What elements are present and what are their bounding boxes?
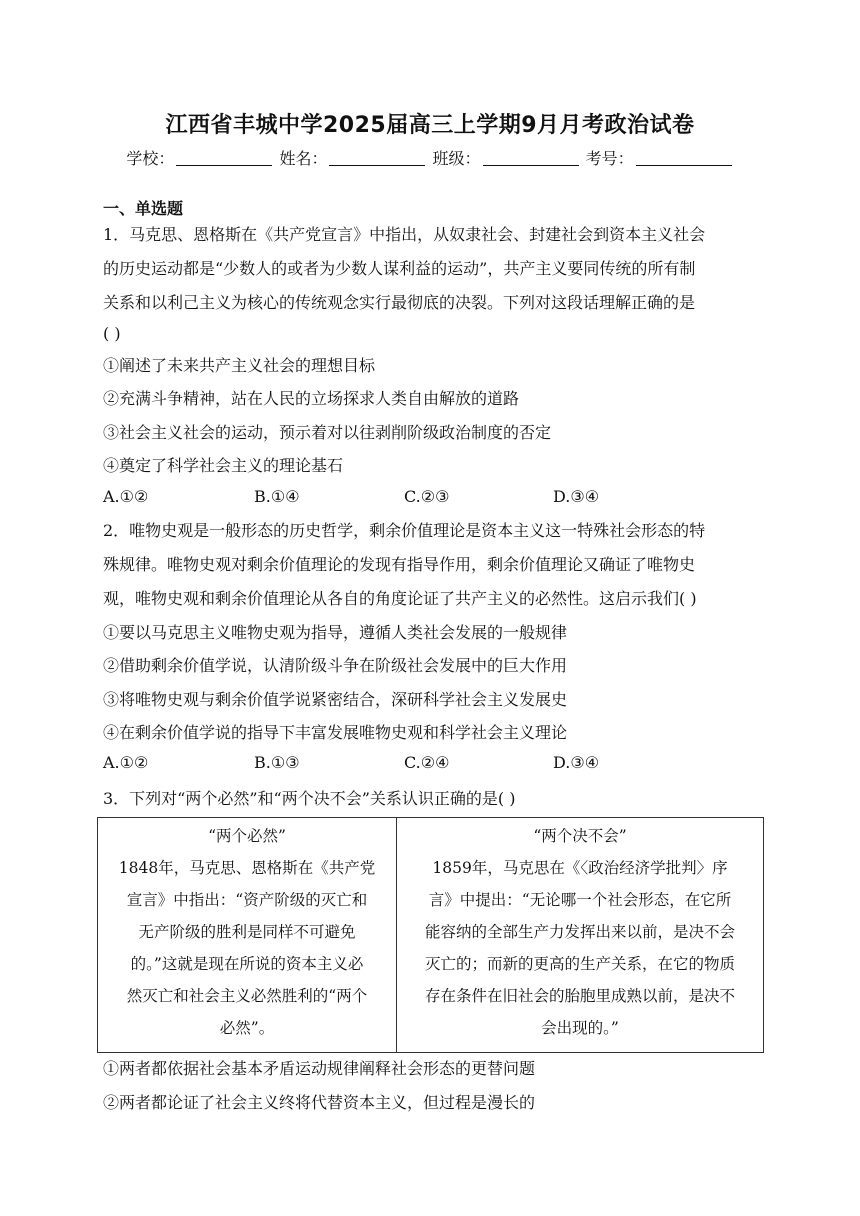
exam-title: 江西省丰城中学2025届高三上学期9月月考政治试卷 [165,113,695,138]
table-right-cell [397,818,763,1052]
q1-option-a[interactable]: A.①② [103,487,149,506]
q2-option-c[interactable]: C.②④ [404,753,450,772]
table-right-line-2: 言》中提出：“无论哪一个社会形态，在它所 [428,891,732,909]
table-right-line-6: 会出现的。” [541,1019,619,1037]
table-left-line-1: 1848年，马克思、恩格斯在《共产党 [118,859,376,877]
q1-option-d[interactable]: D.③④ [553,487,600,506]
q1-statement-1: ①阐述了未来共产主义社会的理想目标 [103,356,376,375]
q2-option-a[interactable]: A.①② [103,753,149,772]
q2-stem-line-3: 观，唯物史观和剩余价值理论从各自的角度论证了共产主义的必然性。这启示我们( ) [103,589,697,608]
table-right-heading: “两个决不会” [533,827,627,845]
q3-statement-2: ②两者都论证了社会主义终将代替资本主义，但过程是漫长的 [103,1093,536,1112]
table-left-line-5: 然灭亡和社会主义必然胜利的“两个 [126,987,368,1005]
name-blank[interactable] [329,149,425,166]
school-blank[interactable] [176,149,272,166]
class-label: 班级： [432,149,481,168]
q2-option-b[interactable]: B.①③ [254,753,300,772]
table-left-cell [98,818,396,1052]
table-right-line-5: 存在条件在旧社会的胎胞里成熟以前，是决不 [424,987,735,1005]
table-left-line-3: 无产阶级的胜利是同样不可避免 [138,923,356,941]
q3-stem: 3．下列对“两个必然”和“两个决不会”关系认识正确的是( ) [103,789,516,808]
q1-stem-line-4: ( ) [103,324,121,343]
comparison-table [97,817,764,1053]
q2-stem-line-2: 殊规律。唯物史观对剩余价值理论的发现有指导作用，剩余价值理论又确证了唯物史 [103,555,696,574]
table-left-line-4: 的。”这就是现在所说的资本主义必 [130,955,364,973]
q1-statement-3: ③社会主义社会的运动，预示着对以往剥削阶级政治制度的否定 [103,423,552,442]
table-right-line-3: 能容纳的全部生产力发挥出来以前，是决不会 [424,923,735,941]
exam-no-label: 考号： [585,149,634,168]
exam-no-blank[interactable] [636,149,732,166]
q3-statement-1: ①两者都依据社会基本矛盾运动规律阐释社会形态的更替问题 [103,1059,536,1078]
q1-option-c[interactable]: C.②③ [404,487,450,506]
q2-stem-line-1: 2．唯物史观是一般形态的历史哲学，剩余价值理论是资本主义这一特殊社会形态的特 [103,521,706,540]
q2-option-d[interactable]: D.③④ [553,753,600,772]
student-info-line [0,146,860,169]
table-left-heading: “两个必然” [208,827,286,845]
school-label: 学校： [126,149,175,168]
q1-statement-2: ②充满斗争精神，站在人民的立场探求人类自由解放的道路 [103,389,520,408]
table-right-line-4: 灭亡的；而新的更高的生产关系，在它的物质 [424,955,735,973]
q1-statement-4: ④奠定了科学社会主义的理论基石 [103,456,344,475]
q2-statement-4: ④在剩余价值学说的指导下丰富发展唯物史观和科学社会主义理论 [103,723,568,742]
q2-statement-2: ②借助剩余价值学说，认清阶级斗争在阶级社会发展中的巨大作用 [103,656,568,675]
class-blank[interactable] [483,149,579,166]
q1-stem-line-2: 的历史运动都是“少数人的或者为少数人谋利益的运动”，共产主义要同传统的所有制 [103,259,696,278]
name-label: 姓名： [279,149,328,168]
q1-stem-line-3: 关系和以利己主义为核心的传统观念实行最彻底的决裂。下列对这段话理解正确的是 [103,293,696,312]
table-left-line-2: 宣言》中指出：“资产阶级的灭亡和 [126,891,368,909]
section-title: 一、单选题 [103,199,184,218]
q1-option-b[interactable]: B.①④ [254,487,300,506]
table-right-line-1: 1859年，马克思在《〈政治经济学批判〉序 [432,859,728,877]
table-left-line-6: 必然”。 [219,1019,275,1037]
q1-stem-line-1: 1．马克思、恩格斯在《共产党宣言》中指出，从奴隶社会、封建社会到资本主义社会 [103,225,706,244]
q2-statement-3: ③将唯物史观与剩余价值学说紧密结合，深研科学社会主义发展史 [103,690,568,709]
q2-statement-1: ①要以马克思主义唯物史观为指导，遵循人类社会发展的一般规律 [103,623,568,642]
